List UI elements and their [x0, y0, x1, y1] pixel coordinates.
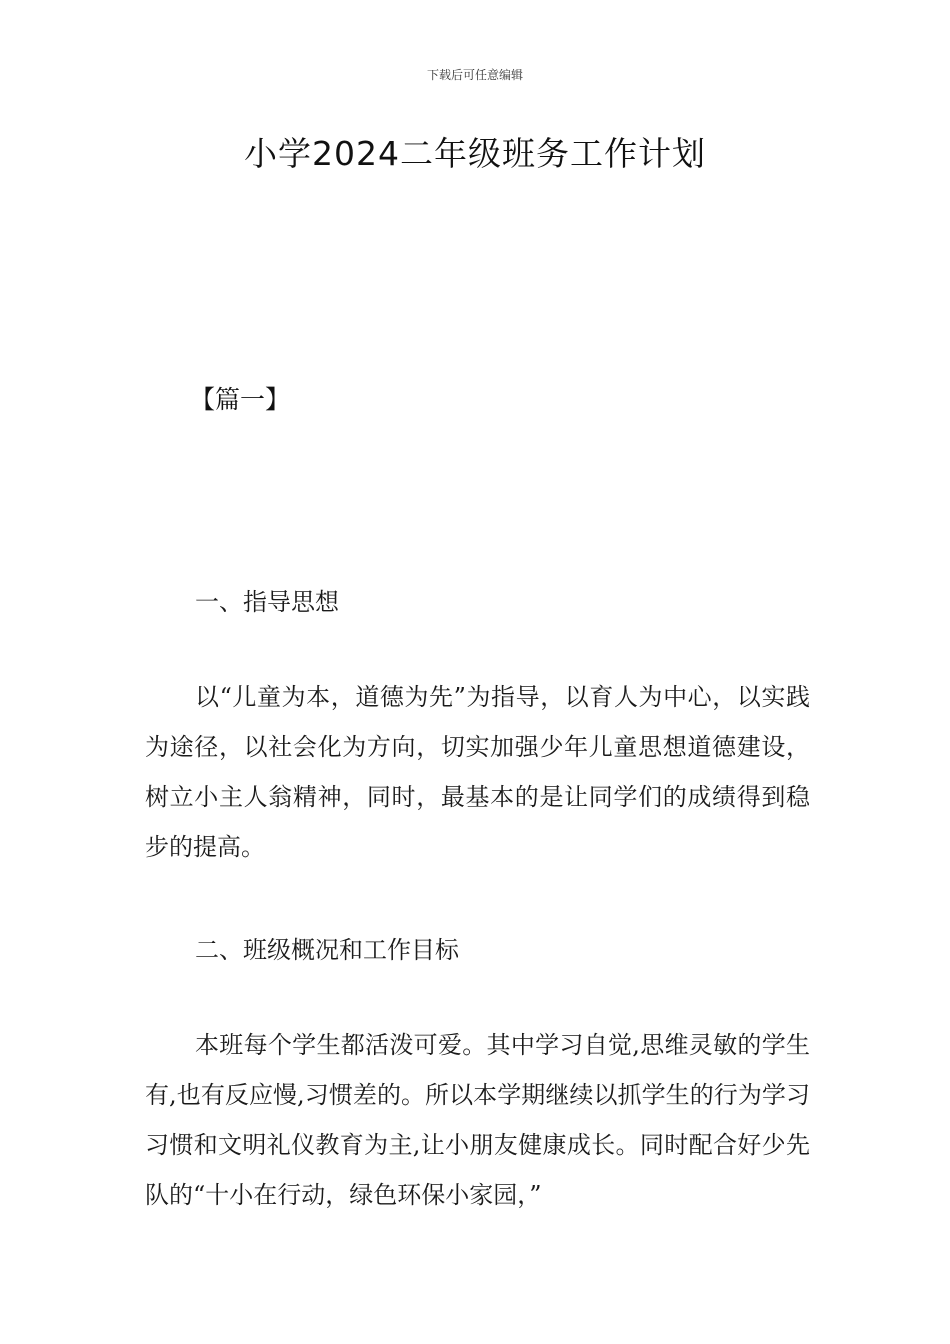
- paragraph-class-overview: 本班每个学生都活泼可爱。其中学习自觉,思维灵敏的学生有,也有反应慢,习惯差的。所以本学期继续以抓学生的行为学习习惯和文明礼仪教育为主,让小朋友健康成长。同时配合好少先队的“十小在行动，绿色环保小家园，”: [145, 1031, 810, 1209]
- section-marker: 【篇一】: [190, 385, 291, 414]
- section-heading-class-overview: 二、班级概况和工作目标: [195, 936, 459, 964]
- section-heading-guiding-thought: 一、指导思想: [195, 588, 339, 616]
- paragraph-guiding-thought: 以“儿童为本，道德为先”为指导，以育人为中心，以实践为途径，以社会化为方向，切实加强少年儿童思想道德建设，树立小主人翁精神，同时，最基本的是让同学们的成绩得到稳步的提高。: [145, 683, 810, 861]
- header-note: 下载后可任意编辑: [426, 68, 523, 82]
- document-title: 小学2024二年级班务工作计划: [244, 134, 706, 173]
